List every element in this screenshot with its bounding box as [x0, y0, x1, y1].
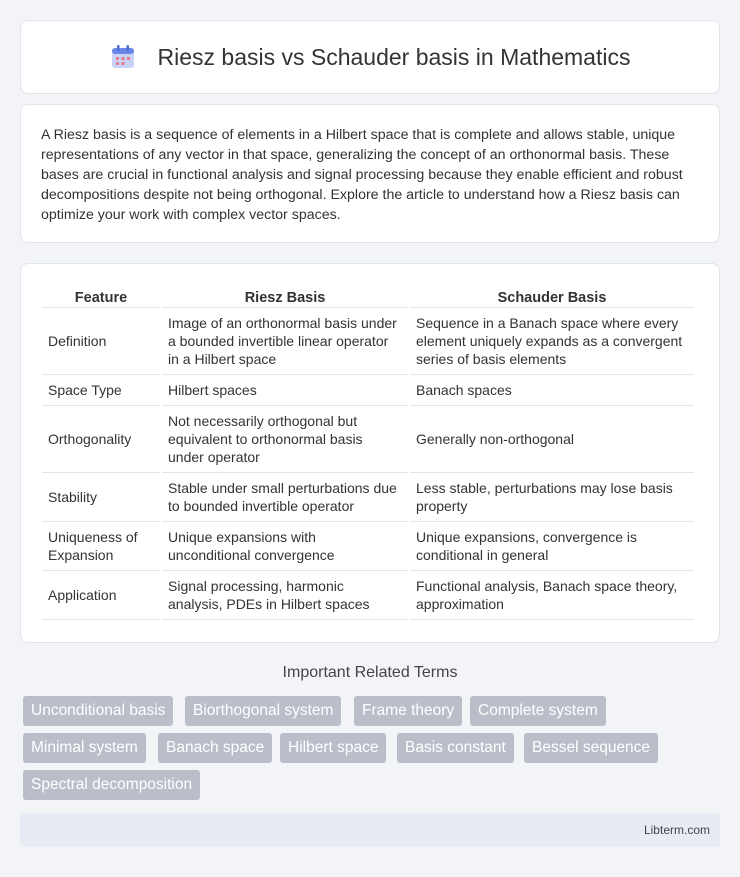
tag-hilbert-space[interactable]: Hilbert space — [280, 733, 386, 763]
table-cell: Definition — [42, 308, 160, 375]
table-cell: Application — [42, 571, 160, 620]
footer — [20, 813, 720, 847]
header-riesz: Riesz Basis — [162, 284, 408, 308]
comparison-card — [20, 263, 720, 643]
table-cell: Hilbert spaces — [162, 375, 408, 406]
header-schauder: Schauder Basis — [410, 284, 694, 308]
table-cell: Unique expansions, convergence is conditional in general — [410, 522, 694, 571]
related-terms-title: Important Related Terms — [282, 664, 458, 681]
table-row — [42, 571, 694, 620]
table-cell: Stable under small perturbations due to bounded invertible operator — [162, 473, 408, 522]
tag-bessel-sequence[interactable]: Bessel sequence — [524, 733, 658, 763]
tag-banach-space[interactable]: Banach space — [158, 733, 272, 763]
tag-biorthogonal-system[interactable]: Biorthogonal system — [185, 696, 341, 726]
table-row — [42, 406, 694, 473]
table-cell: Generally non-orthogonal — [410, 406, 694, 473]
table-cell: Less stable, perturbations may lose basis property — [410, 473, 694, 522]
table-cell: Not necessarily orthogonal but equivalent to orthonormal basis under operator — [162, 406, 408, 473]
tag-minimal-system[interactable]: Minimal system — [23, 733, 146, 763]
table-row — [42, 375, 694, 406]
intro-text: A Riesz basis is a sequence of elements in a Hilbert space that is complete and allows stable, unique representations of any vector in that space, generalizing the concept of an orthonormal basis. These bases are crucial in functional analysis and signal processing because they enable efficient and robust decompositions despite not being orthogonal. Explore the article to understand how a Riesz basis can optimize your work with complex vector spaces. — [41, 127, 683, 223]
tag-frame-theory[interactable]: Frame theory — [354, 696, 462, 726]
table-row — [42, 473, 694, 522]
table-cell: Sequence in a Banach space where every element uniquely expands as a convergent series of basis elements — [410, 308, 694, 375]
table-cell: Orthogonality — [42, 406, 160, 473]
table-cell: Uniqueness of Expansion — [42, 522, 160, 571]
table-cell: Space Type — [42, 375, 160, 406]
footer-site-link[interactable]: Libterm.com — [643, 823, 710, 837]
header-card — [20, 20, 720, 94]
tag-basis-constant[interactable]: Basis constant — [397, 733, 514, 763]
intro-card — [20, 104, 720, 243]
tag-complete-system[interactable]: Complete system — [470, 696, 606, 726]
table-cell: Banach spaces — [410, 375, 694, 406]
table-cell: Image of an orthonormal basis under a bounded invertible linear operator in a Hilbert space — [162, 308, 408, 375]
header-feature: Feature — [42, 284, 160, 308]
comparison-table — [40, 284, 696, 620]
table-cell: Signal processing, harmonic analysis, PDEs in Hilbert spaces — [162, 571, 408, 620]
page-title: Riesz basis vs Schauder basis in Mathematics — [157, 43, 631, 70]
calendar-icon — [110, 44, 136, 70]
tag-spectral-decomposition[interactable]: Spectral decomposition — [23, 770, 200, 800]
table-header-row — [42, 284, 694, 308]
table-row — [42, 522, 694, 571]
tag-unconditional-basis[interactable]: Unconditional basis — [23, 696, 173, 726]
table-cell: Unique expansions with unconditional convergence — [162, 522, 408, 571]
table-cell: Stability — [42, 473, 160, 522]
table-row — [42, 308, 694, 375]
table-cell: Functional analysis, Banach space theory, approximation — [410, 571, 694, 620]
